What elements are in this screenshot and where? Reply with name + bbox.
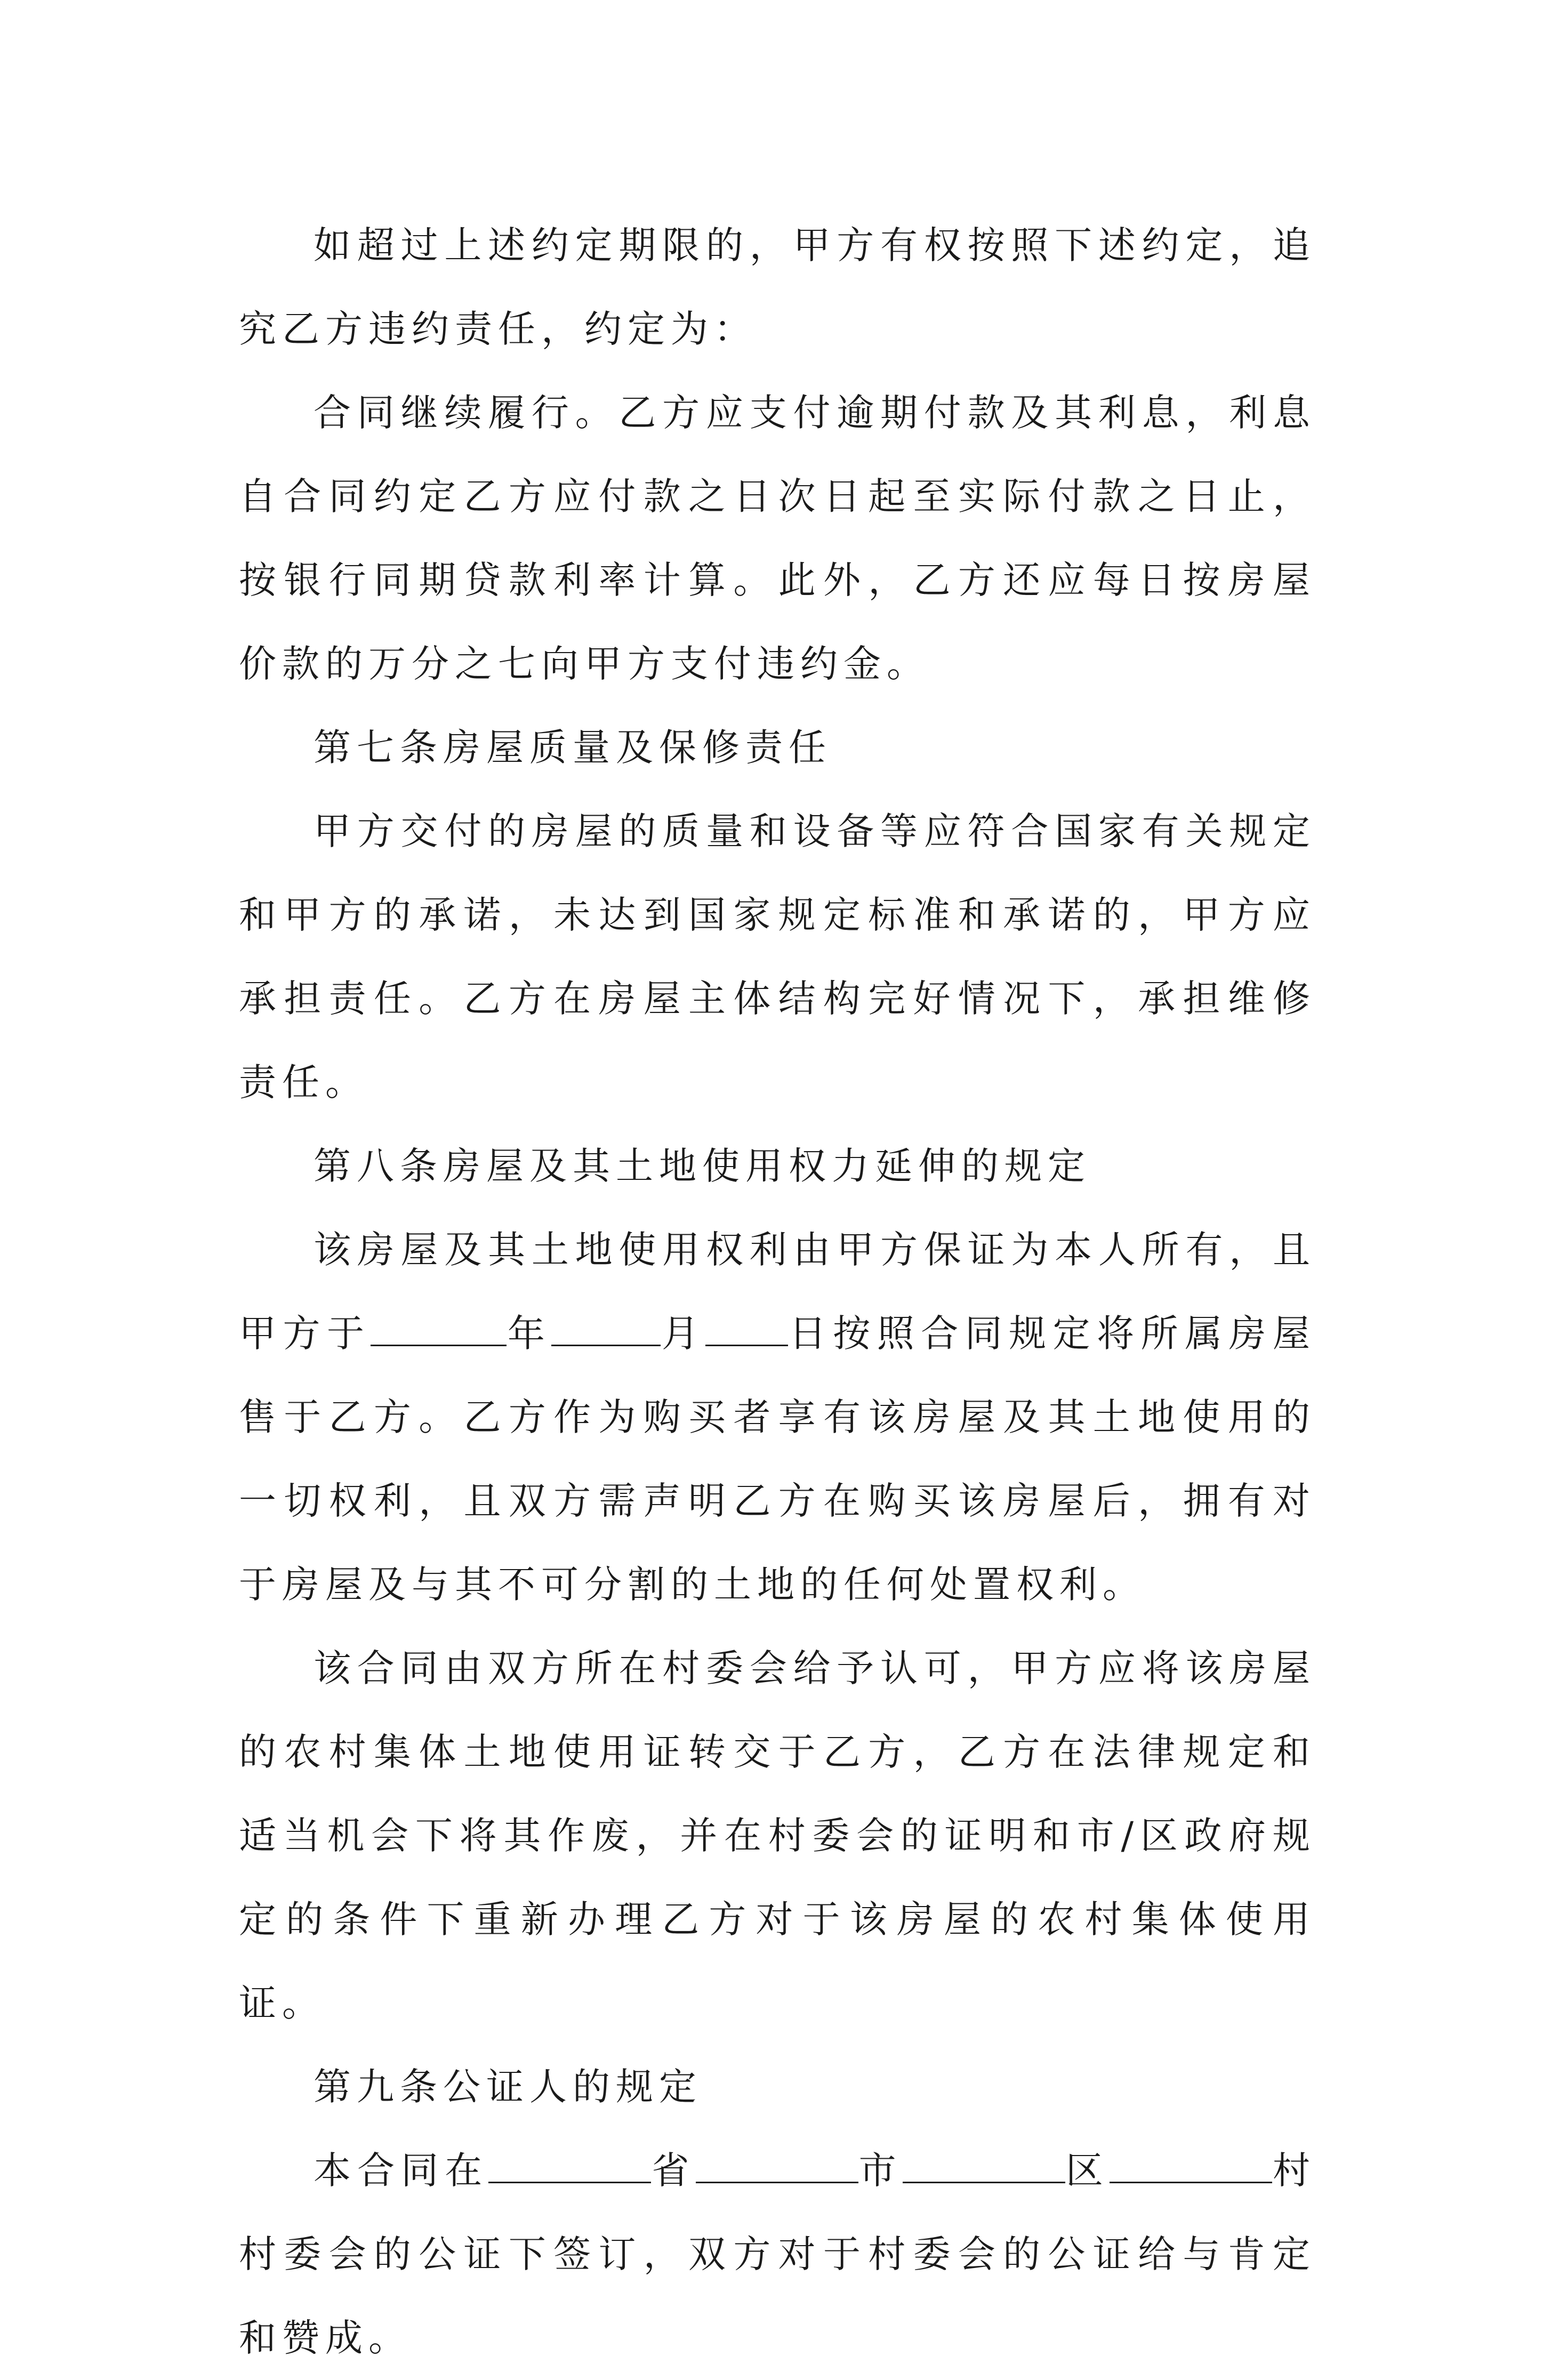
land-rights-text-start: 该房屋及其土地使用权利由甲方保证为本人所有，且甲方于 <box>239 1228 1316 1355</box>
year-label: 年 <box>507 1312 552 1355</box>
paragraph-quality-warranty: 甲方交付的房屋的质量和设备等应符合国家有关规定和甲方的承诺，未达到国家规定标准和承诺的，甲方应承担责任。乙方在房屋主体结构完好情况下，承担维修责任。 <box>239 809 1316 1104</box>
land-rights-text-end: 日按照合同规定将所属房屋售于乙方。乙方作为购买者享有该房屋及其土地使用的一切权利，且双方需声明乙方在购买该房屋后，拥有对于房屋及与其不可分割的土地的任何处置权利。 <box>239 1312 1316 1606</box>
notary-text-end: 村村委会的公证下签订，双方对于村委会的公证给与肯定和赞成。 <box>239 2149 1316 2360</box>
paragraph-land-use-rights <box>239 1208 1316 1627</box>
province-blank <box>488 2148 651 2183</box>
heading-article-7: 第七条房屋质量及保修责任 <box>314 726 832 769</box>
month-blank <box>551 1311 661 1346</box>
paragraph-certificate-transfer: 该合同由双方所在村委会给予认可，甲方应将该房屋的农村集体土地使用证转交于乙方，乙方在法律规定和适当机会下将其作废，并在村委会的证明和市/区政府规定的条件下重新办理乙方对于该房屋的农村集体使用证。 <box>239 1646 1316 2025</box>
day-blank <box>705 1311 788 1346</box>
paragraph-late-payment: 合同继续履行。乙方应支付逾期付款及其利息，利息自合同约定乙方应付款之日次日起至实际付款之日止，按银行同期贷款利率计算。此外，乙方还应每日按房屋价款的万分之七向甲方支付违约金。 <box>239 391 1316 686</box>
city-blank <box>696 2148 858 2183</box>
district-blank <box>903 2148 1065 2183</box>
notary-text-start: 本合同在 <box>314 2149 489 2192</box>
paragraph-default-terms: 如超过上述约定期限的，甲方有权按照下述约定，追究乙方违约责任，约定为： <box>239 223 1316 351</box>
heading-article-8: 第八条房屋及其土地使用权力延伸的规定 <box>314 1144 1091 1188</box>
year-blank <box>371 1311 507 1346</box>
province-label: 省 <box>651 2149 696 2192</box>
heading-article-9: 第九条公证人的规定 <box>314 2065 702 2109</box>
village-blank <box>1110 2148 1272 2183</box>
document-body <box>239 204 1316 2380</box>
city-label: 市 <box>858 2149 903 2192</box>
district-label: 区 <box>1065 2149 1110 2192</box>
paragraph-notary <box>239 2129 1316 2380</box>
month-label: 月 <box>661 1312 706 1355</box>
